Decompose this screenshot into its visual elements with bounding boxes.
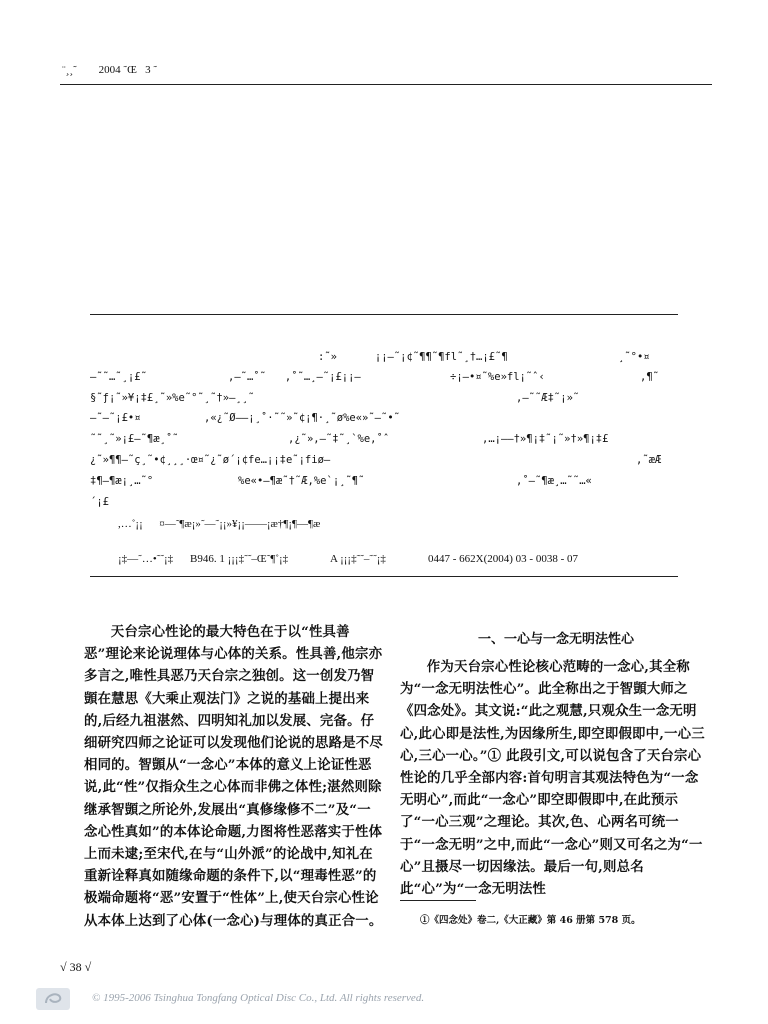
section-paragraph: 作为天台宗心性论核心范畴的一念心,其全称为“一念无明法性心”。此全称出之于智顗大师之《四念处》。其文说:“此之观慧,只观众生一念无明心,此心即是法性,为因缘所生,即空即假即中,一心三心,三心一心。”① 此段引文,可以说包含了天台宗心性论的几乎全部内容:首句明言其观法特色为“一念无明心”,而此“一念心”即空即假即中,在此预示了“一心三观”之理论。其次,色、心两名可统一于“一念无明”之中,而此“一念心”则又可名之为“一心”且摄尽一切因缘法。最后一句,则总名此“心”为“一念无明法性 (400, 659, 705, 898)
intro-paragraph: 天台宗心性论的最大特色在于以“性具善恶”理论来论说理体与心体的关系。性具善,他宗亦多言之,唯性具恶乃天台宗之独创。这一创发乃智顗在慧思《大乘止观法门》之说的基础上提出来的,后经九祖湛然、四明知礼加以发展、完备。仔细研究四师之论证可以发现他们论说的思路是不尽相同的。智顗从“一念心”本体的意义上论证性恶说,此“性”仅指众生之心体而非佛之体性;湛然则除继承智顗之所论外,发展出“真修缘修不二”及“一念心性真如”的本体论命题,力图将性恶落实于性体上而未逮;至宋代,在与“山外派”的论战中,知礼在重新诠释真如随缘命题的条件下,以“理毒性恶”的极端命题将“恶”安置于“性体”上,使天台宗心性论从本体上达到了心体(一念心)与理体的真正合一。 (84, 624, 383, 929)
page-number: √ 38 √ (60, 960, 92, 974)
abstract-top-rule (90, 314, 678, 315)
abstract-garbled-line: ‡¶—¶æ¡¸…˜° (90, 475, 154, 487)
abstract-garbled-line: ,—˜…˚˜ ,˚˜…¸—˜¡£¡¡— (228, 371, 361, 383)
running-head: ¨¸¸˜ 2004 ˜Œ 3 ˜ (62, 64, 158, 76)
abstract-bottom-rule (90, 576, 678, 577)
keywords-line: ,…˚¡¡ ¤—˜¶æ¡»˜—˜¡¡»¥¡¡——¡æ†¶¡¶—¶æ (118, 518, 321, 530)
abstract-garbled-line: ,˜æÆ (636, 454, 662, 466)
abstract-garbled-line: §˜ƒ¡˜»¥¡‡£¸˜»%e˜°˜¸˜†»–¸¸˜ (90, 392, 255, 404)
footnote-rule (400, 900, 476, 901)
footnote: ①《四念处》卷二,《大正藏》第 46 册第 578 页。 (420, 915, 641, 926)
abstract-garbled-line: ÷¡—•¤˜%e»fl¡˜ˆ‹ (450, 371, 545, 383)
abstract-garbled-line: ,–˜˜Æ‡˜¡»˜ (516, 392, 580, 404)
abstract-garbled-line: ¸˜°•¤ (618, 351, 650, 363)
abstract-garbled-line: ,«¿˜Ø——¡¸˚·˜˜»˜¢¡¶·¸˜ø%e«»˜—˜•˜ (204, 412, 400, 424)
document-code: A ¡¡¡‡˜˜–˜˜¡‡ (330, 553, 386, 565)
clc-label: ¡‡—˜…•˜˜¡‡ (118, 553, 174, 565)
left-column (84, 621, 384, 932)
clc-code: B946. 1 ¡¡¡‡˜˜–Œ˜¶˚¡‡ (190, 553, 289, 565)
abstract-garbled-line: ¿˜»¶¶—˜ç¸˜•¢¸¸¸·œ¤˜¿˜ø´¡¢fe…¡¡‡e˜¡fiø— (90, 454, 331, 466)
abstract-garbled-line: —˜–˜¡£•¤ (90, 412, 141, 424)
abstract-garbled-line: ,¿˜»,–˜‡˜¸`%e,˚ˆ (288, 433, 390, 445)
abstract-garbled-line: ˜˜¸˜»¡£—˜¶æ¸˚˜ (90, 433, 179, 445)
abstract-garbled-line: %e«•—¶æ˜†˜Æ,%e`¡¸˜¶˜ (238, 475, 365, 487)
section-title: 一、一心与一念无明法性心 (477, 632, 634, 647)
abstract-garbled-line: ,…¡——†»¶¡‡˜¡˜»†»¶¡‡£ (482, 433, 609, 445)
abstract-garbled-line: ,¶˜ (640, 371, 659, 383)
abstract-garbled-line: ´¡£ (90, 496, 109, 508)
abstract-garbled-line: —˜˜…˜¸¡£˜ (90, 371, 147, 383)
article-id: 0447 - 662X(2004) 03 - 0038 - 07 (428, 553, 579, 565)
header-rule (60, 84, 712, 85)
copyright-notice: © 1995-2006 Tsinghua Tongfang Optical Disc Co., Ltd. All rights reserved. (92, 992, 425, 1004)
abstract-garbled-line: ,˚—˜¶æ¸…˜˜…« (516, 475, 592, 487)
publisher-logo-icon (36, 988, 70, 1010)
abstract-garbled-line: :˜» ¡¡—˜¡¢˜¶¶˜¶fl˜¸†…¡£˜¶ (318, 351, 508, 363)
right-column (400, 656, 712, 900)
